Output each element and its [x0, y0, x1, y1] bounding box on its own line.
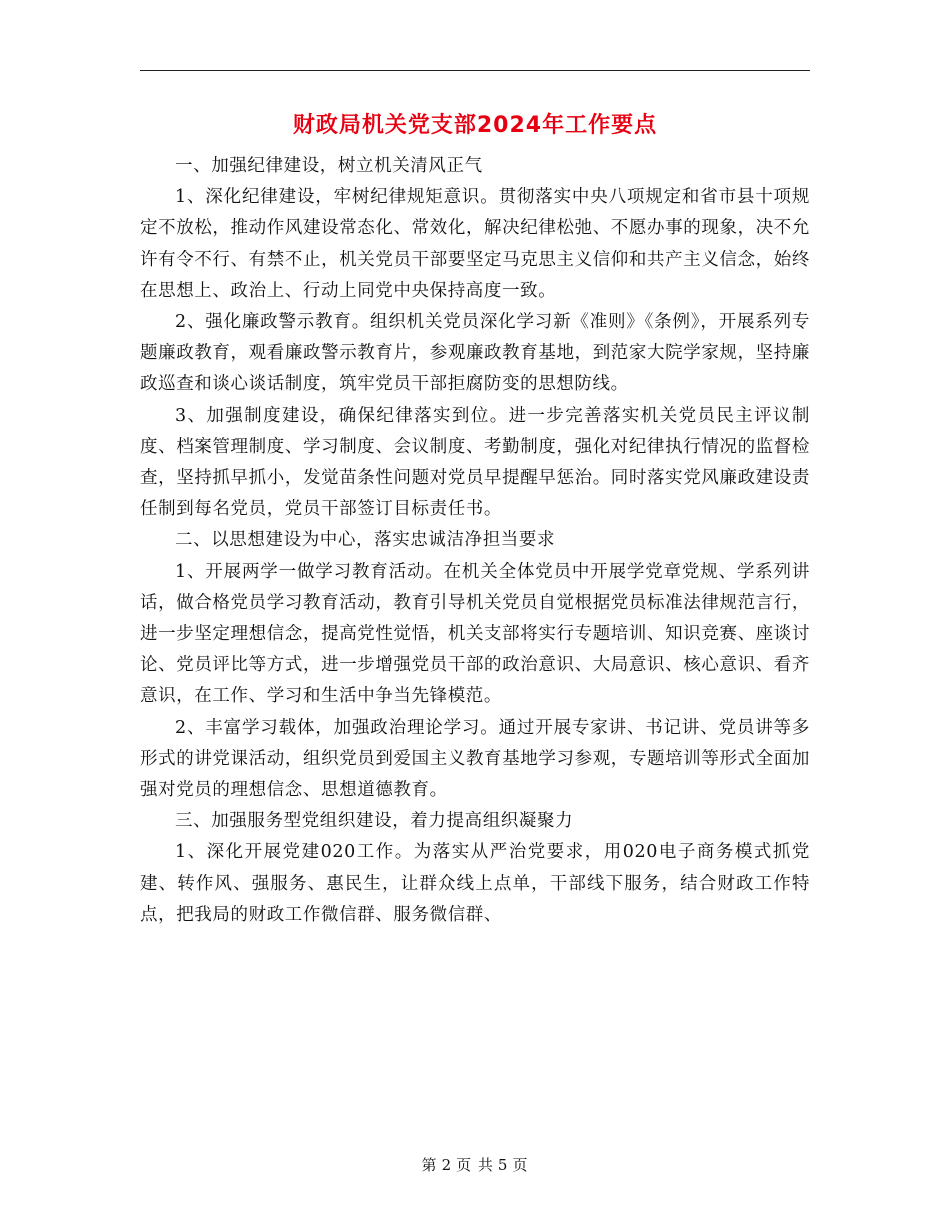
paragraph: 2、丰富学习载体，加强政治理论学习。通过开展专家讲、书记讲、党员讲等多形式的讲党课活动，组织党员到爱国主义教育基地学习参观，专题培训等形式全面加强对党员的理想信念、思想道德教育。: [140, 717, 810, 801]
document-body: [140, 151, 810, 931]
section-heading-2: 二、以思想建设为中心，落实忠诚洁净担当要求: [175, 530, 556, 551]
paragraph: 1、深化纪律建设，牢树纪律规矩意识。贯彻落实中央八项规定和省市县十项规定不放松，推动作风建设常态化、常效化，解决纪律松弛、不愿办事的现象，决不允许有令不行、有禁不止，机关党员干部要坚定马克思主义信仰和共产主义信念，始终在思想上、政治上、行动上同党中央保持高度一致。: [140, 187, 810, 301]
section-heading-3: 三、加强服务型党组织建设，着力提高组织凝聚力: [175, 811, 574, 832]
header-rule: [140, 70, 810, 71]
paragraph: 2、强化廉政警示教育。组织机关党员深化学习新《准则》《条例》，开展系列专题廉政教育，观看廉政警示教育片，参观廉政教育基地，到范家大院学家规，坚持廉政巡查和谈心谈话制度，筑牢党员干部拒腐防变的思想防线。: [140, 312, 810, 395]
footer-suffix: 页: [512, 1156, 529, 1174]
paragraph: 1、深化开展党建020工作。为落实从严治党要求，用020电子商务模式抓党建、转作风、强服务、惠民生，让群众线上点单，干部线下服务，结合财政工作特点，把我局的财政工作微信群、服务微信群、: [140, 842, 810, 925]
total-pages-number: 5: [497, 1156, 509, 1174]
page-footer: [140, 1154, 810, 1175]
document-title: 财政局机关党支部2024年工作要点: [292, 113, 658, 138]
current-page-number: 2: [441, 1156, 453, 1174]
paragraph: 3、加强制度建设，确保纪律落实到位。进一步完善落实机关党员民主评议制度、档案管理制度、学习制度、会议制度、考勤制度，强化对纪律执行情况的监督检查，坚持抓早抓小，发觉苗条性问题对党员早提醒早惩治。同时落实党风廉政建设责任制到每名党员，党员干部签订目标责任书。: [140, 405, 810, 520]
footer-prefix: 第: [421, 1156, 438, 1174]
section-heading-1: 一、加强纪律建设，树立机关清风正气: [175, 156, 483, 176]
footer-middle: 页 共: [456, 1156, 494, 1174]
paragraph: 1、开展两学一做学习教育活动。在机关全体党员中开展学党章党规、学系列讲话，做合格党员学习教育活动，教育引导机关党员自觉根据党员标准法律规范言行，进一步坚定理想信念，提高党性觉悟，机关支部将实行专题培训、知识竞赛、座谈讨论、党员评比等方式，进一步增强党员干部的政治意识、大局意识、核心意识、看齐意识，在工作、学习和生活中争当先锋模范。: [140, 561, 810, 707]
